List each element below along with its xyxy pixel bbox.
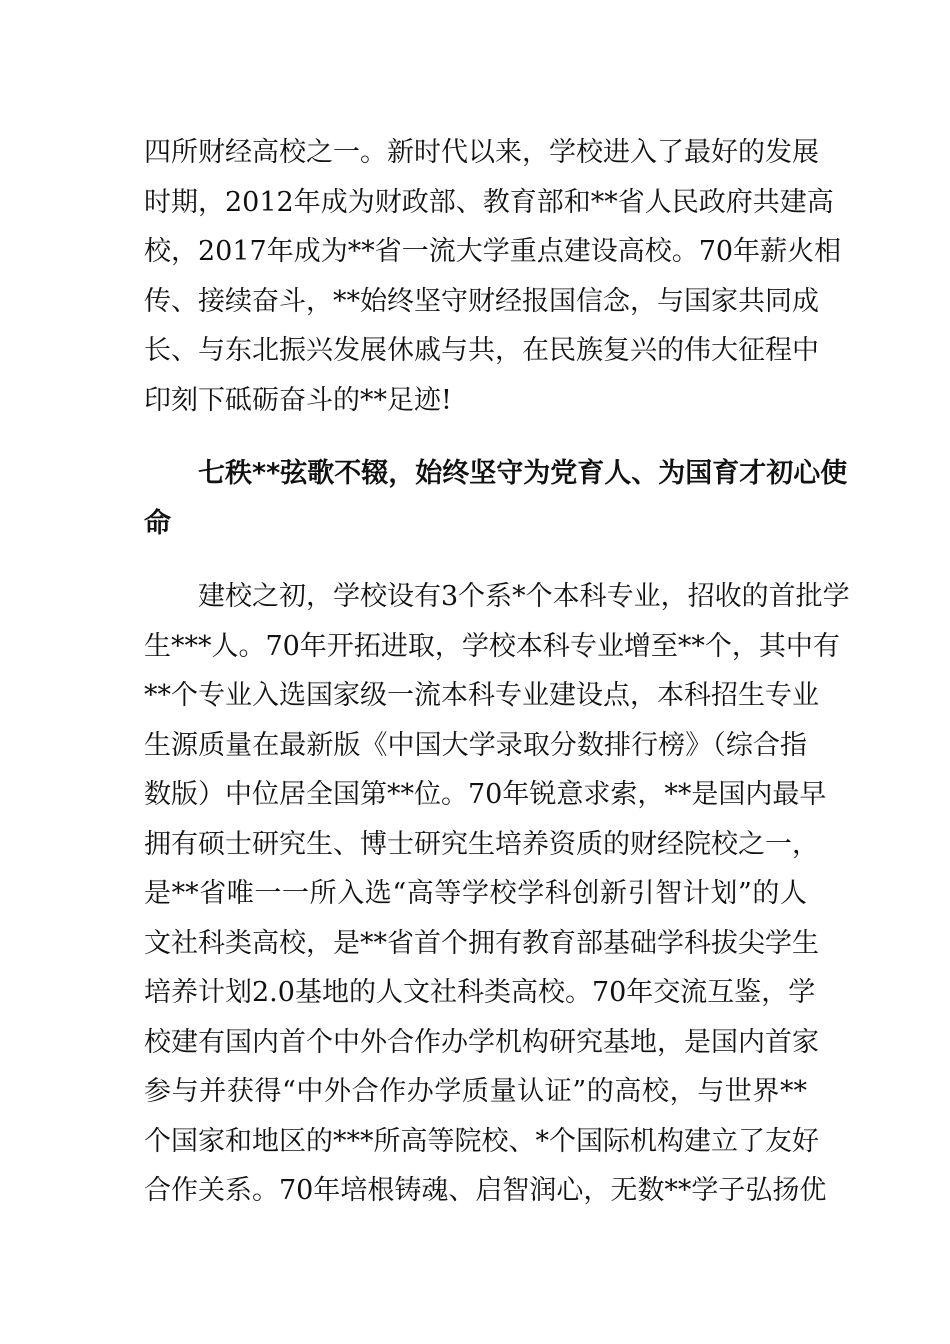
text-line: 文社科类高校，是**省首个拥有教育部基础学科拔尖学生 <box>144 927 819 959</box>
text-line: 拥有硕士研究生、博士研究生培养资质的财经院校之一， <box>144 828 819 860</box>
text-line: 校，2017年成为**省一流大学重点建设高校。70年薪火相 <box>144 236 842 267</box>
text-line: 建校之初，学校设有3个系*个本科专业，招收的首批学 <box>198 581 850 612</box>
paragraph-2 <box>144 572 850 1216</box>
text-line: 校建有国内首个中外合作办学机构研究基地，是国内首家 <box>144 1026 819 1058</box>
text-line: 印刻下砥砺奋斗的**足迹! <box>144 384 452 416</box>
paragraph-1 <box>144 128 842 425</box>
text-line: 四所财经高校之一。新时代以来，学校进入了最好的发展 <box>144 137 819 168</box>
text-line: 生源质量在最新版《中国大学录取分数排行榜》（综合指 <box>144 729 807 761</box>
text-line: 时期，2012年成为财政部、教育部和**省人民政府共建高 <box>144 186 834 218</box>
document-page <box>144 128 850 1216</box>
text-line: 数版）中位居全国第**位。70年锐意求索，**是国内最早 <box>144 779 827 810</box>
text-line: 传、接续奋斗，**始终坚守财经报国信念，与国家共同成 <box>144 285 819 317</box>
text-line: 培养计划2.0基地的人文社科类高校。70年交流互鉴，学 <box>144 977 816 1008</box>
text-line: 参与并获得“中外合作办学质量认证”的高校，与世界** <box>144 1076 807 1107</box>
text-line: 个国家和地区的***所高等院校、*个国际机构建立了友好 <box>144 1125 819 1157</box>
text-line: 合作关系。70年培根铸魂、启智润心，无数**学子弘扬优 <box>144 1175 827 1206</box>
text-line: 生***人。70年开拓进取，学校本科专业增至**个，其中有 <box>144 630 840 662</box>
heading-line: 命 <box>144 507 171 539</box>
text-line: 长、与东北振兴发展休戚与共，在民族复兴的伟大征程中 <box>144 335 819 366</box>
text-line: **个专业入选国家级一流本科专业建设点，本科招生专业 <box>144 680 819 711</box>
text-line: 是**省唯一一所入选“高等学校学科创新引智计划”的人 <box>144 878 807 909</box>
heading-line: 七秩**弦歌不辍，始终坚守为党育人、为国育才初心使 <box>198 458 848 489</box>
section-heading <box>144 449 848 548</box>
